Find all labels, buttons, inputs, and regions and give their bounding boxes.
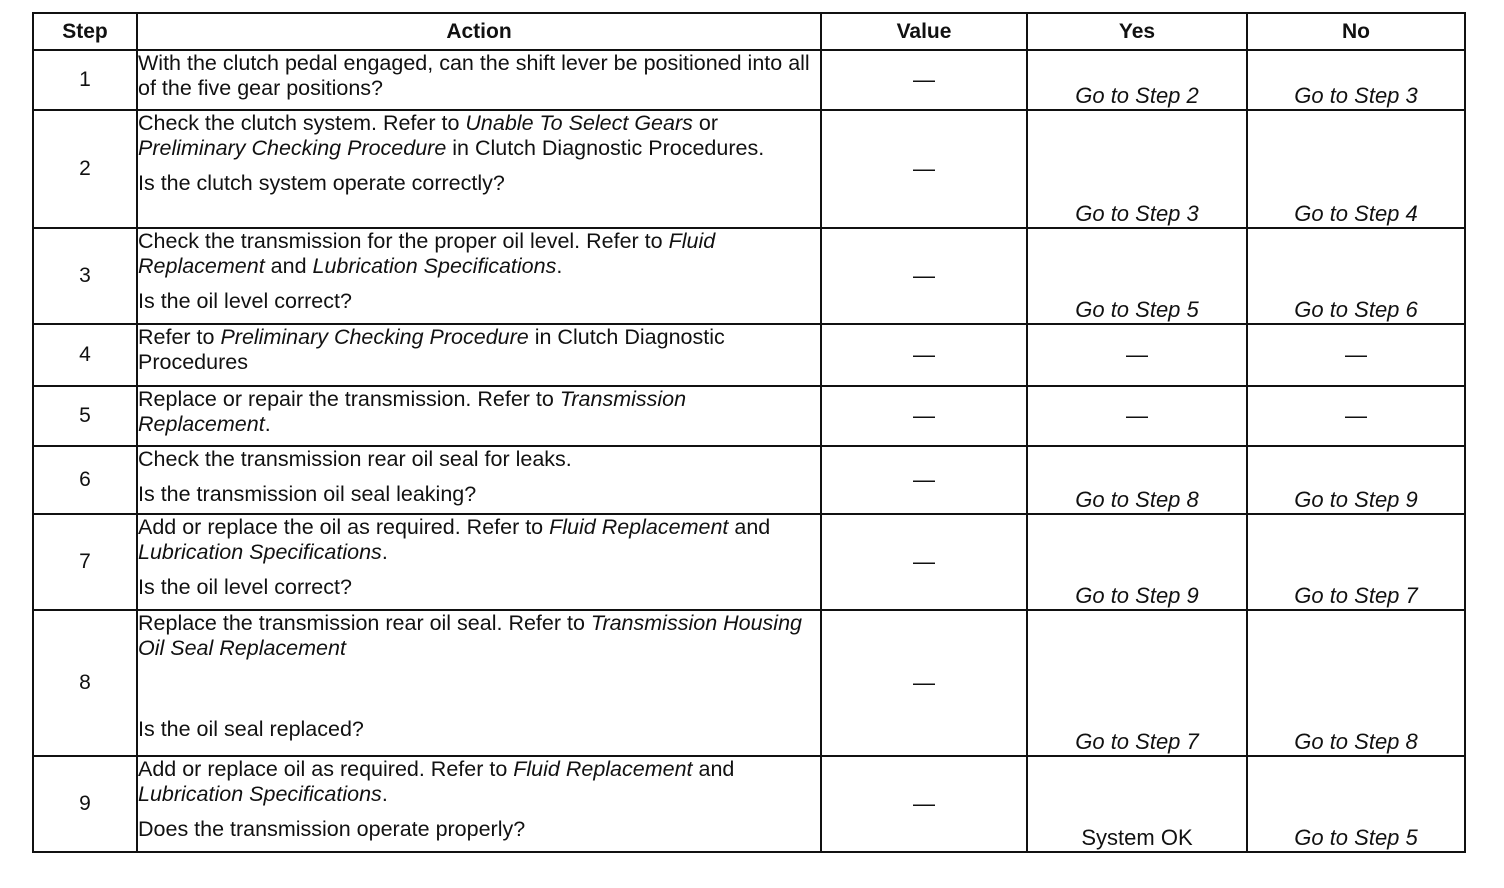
header-action: Action xyxy=(137,13,821,50)
value-cell: — xyxy=(821,514,1027,610)
action-cell xyxy=(137,446,821,514)
action-text: Does the transmission operate properly? xyxy=(138,817,526,841)
action-text: Is the oil level correct? xyxy=(138,575,352,599)
action-text: . xyxy=(264,412,271,436)
value-cell: — xyxy=(821,446,1027,514)
action-text: Add or replace oil as required. Refer to xyxy=(138,757,514,781)
action-text: Is the transmission oil seal leaking? xyxy=(138,482,477,506)
step-number: 7 xyxy=(33,514,137,610)
reference-text: Transmission Replacement xyxy=(138,387,687,436)
yes-cell: Go to Step 5 xyxy=(1027,228,1247,324)
reference-text: Lubrication Specifications xyxy=(138,540,382,564)
header-value: Value xyxy=(821,13,1027,50)
step-number: 2 xyxy=(33,110,137,228)
step-number: 1 xyxy=(33,50,137,110)
no-cell: Go to Step 9 xyxy=(1247,446,1465,514)
no-cell: — xyxy=(1247,386,1465,446)
reference-text: Lubrication Specifications xyxy=(312,254,557,278)
yes-cell: Go to Step 3 xyxy=(1027,110,1247,228)
yes-cell: Go to Step 2 xyxy=(1027,50,1247,110)
step-number: 8 xyxy=(33,610,137,756)
value-cell: — xyxy=(821,324,1027,386)
action-paragraph xyxy=(138,229,820,279)
action-text: Check the transmission for the proper oil level. Refer to xyxy=(138,229,669,253)
action-cell xyxy=(137,756,821,852)
table-body xyxy=(33,50,1465,852)
action-text: . xyxy=(381,782,388,806)
diagnostic-table xyxy=(32,12,1466,853)
action-text: Replace the transmission rear oil seal. Refer to xyxy=(138,611,591,635)
value-cell: — xyxy=(821,756,1027,852)
yes-cell: Go to Step 9 xyxy=(1027,514,1247,610)
action-paragraph xyxy=(138,387,820,437)
action-text: With the clutch pedal engaged, can the shift lever be positioned into all of the five gear positions? xyxy=(138,51,810,100)
action-text: Check the transmission rear oil seal for leaks. xyxy=(138,447,572,471)
action-paragraph xyxy=(138,575,820,600)
step-number: 5 xyxy=(33,386,137,446)
action-cell xyxy=(137,50,821,110)
action-text: . xyxy=(556,254,563,278)
table-row xyxy=(33,324,1465,386)
action-paragraph xyxy=(138,482,820,507)
reference-text: Preliminary Checking Procedure xyxy=(220,325,529,349)
action-text: and xyxy=(728,515,771,539)
table-row xyxy=(33,756,1465,852)
action-cell xyxy=(137,610,821,756)
reference-text: Fluid Replacement xyxy=(513,757,693,781)
action-paragraph xyxy=(138,325,820,375)
no-cell: Go to Step 3 xyxy=(1247,50,1465,110)
action-text: in Clutch Diagnostic Procedures. xyxy=(446,136,765,160)
no-cell: Go to Step 5 xyxy=(1247,756,1465,852)
action-text: Is the clutch system operate correctly? xyxy=(138,171,505,195)
table-row xyxy=(33,228,1465,324)
action-cell xyxy=(137,514,821,610)
action-paragraph xyxy=(138,111,820,161)
table-row xyxy=(33,386,1465,446)
value-cell: — xyxy=(821,110,1027,228)
table-row xyxy=(33,50,1465,110)
header-step: Step xyxy=(33,13,137,50)
action-text: Add or replace the oil as required. Refer to xyxy=(138,515,550,539)
action-cell xyxy=(137,386,821,446)
action-cell xyxy=(137,110,821,228)
step-number: 4 xyxy=(33,324,137,386)
action-text: Is the oil seal replaced? xyxy=(138,717,364,741)
action-text: Is the oil level correct? xyxy=(138,289,352,313)
no-cell: Go to Step 7 xyxy=(1247,514,1465,610)
header-no: No xyxy=(1247,13,1465,50)
no-cell: Go to Step 6 xyxy=(1247,228,1465,324)
step-number: 9 xyxy=(33,756,137,852)
action-paragraph xyxy=(138,817,820,842)
no-cell: — xyxy=(1247,324,1465,386)
reference-text: Unable To Select Gears xyxy=(465,111,693,135)
no-cell: Go to Step 4 xyxy=(1247,110,1465,228)
header-yes: Yes xyxy=(1027,13,1247,50)
value-cell: — xyxy=(821,228,1027,324)
yes-cell: — xyxy=(1027,386,1247,446)
action-text: or xyxy=(692,111,718,135)
table-row xyxy=(33,446,1465,514)
reference-text: Fluid Replacement xyxy=(138,229,716,278)
action-cell xyxy=(137,228,821,324)
yes-cell: Go to Step 8 xyxy=(1027,446,1247,514)
action-paragraph xyxy=(138,515,820,565)
action-text: Check the clutch system. Refer to xyxy=(138,111,466,135)
step-number: 3 xyxy=(33,228,137,324)
action-text: . xyxy=(381,540,388,564)
no-cell: Go to Step 8 xyxy=(1247,610,1465,756)
value-cell: — xyxy=(821,50,1027,110)
reference-text: Fluid Replacement xyxy=(549,515,729,539)
table-row xyxy=(33,110,1465,228)
action-paragraph xyxy=(138,611,820,661)
action-paragraph xyxy=(138,447,820,472)
yes-cell: Go to Step 7 xyxy=(1027,610,1247,756)
header-row xyxy=(33,13,1465,50)
table-row xyxy=(33,610,1465,756)
action-text: and xyxy=(264,254,313,278)
action-text: in Clutch Diagnostic Procedures xyxy=(138,325,725,374)
action-paragraph xyxy=(138,51,820,101)
action-text: and xyxy=(692,757,735,781)
reference-text: Transmission Housing Oil Seal Replacement xyxy=(138,611,803,660)
yes-cell: System OK xyxy=(1027,756,1247,852)
action-paragraph xyxy=(138,171,820,196)
action-text: Replace or repair the transmission. Refer to xyxy=(138,387,560,411)
step-number: 6 xyxy=(33,446,137,514)
value-cell: — xyxy=(821,610,1027,756)
yes-cell: — xyxy=(1027,324,1247,386)
action-paragraph xyxy=(138,289,820,314)
action-cell xyxy=(137,324,821,386)
table-row xyxy=(33,514,1465,610)
action-text: Refer to xyxy=(138,325,221,349)
value-cell: — xyxy=(821,386,1027,446)
action-paragraph xyxy=(138,757,820,807)
reference-text: Lubrication Specifications xyxy=(138,782,382,806)
reference-text: Preliminary Checking Procedure xyxy=(138,136,447,160)
action-paragraph xyxy=(138,717,820,742)
